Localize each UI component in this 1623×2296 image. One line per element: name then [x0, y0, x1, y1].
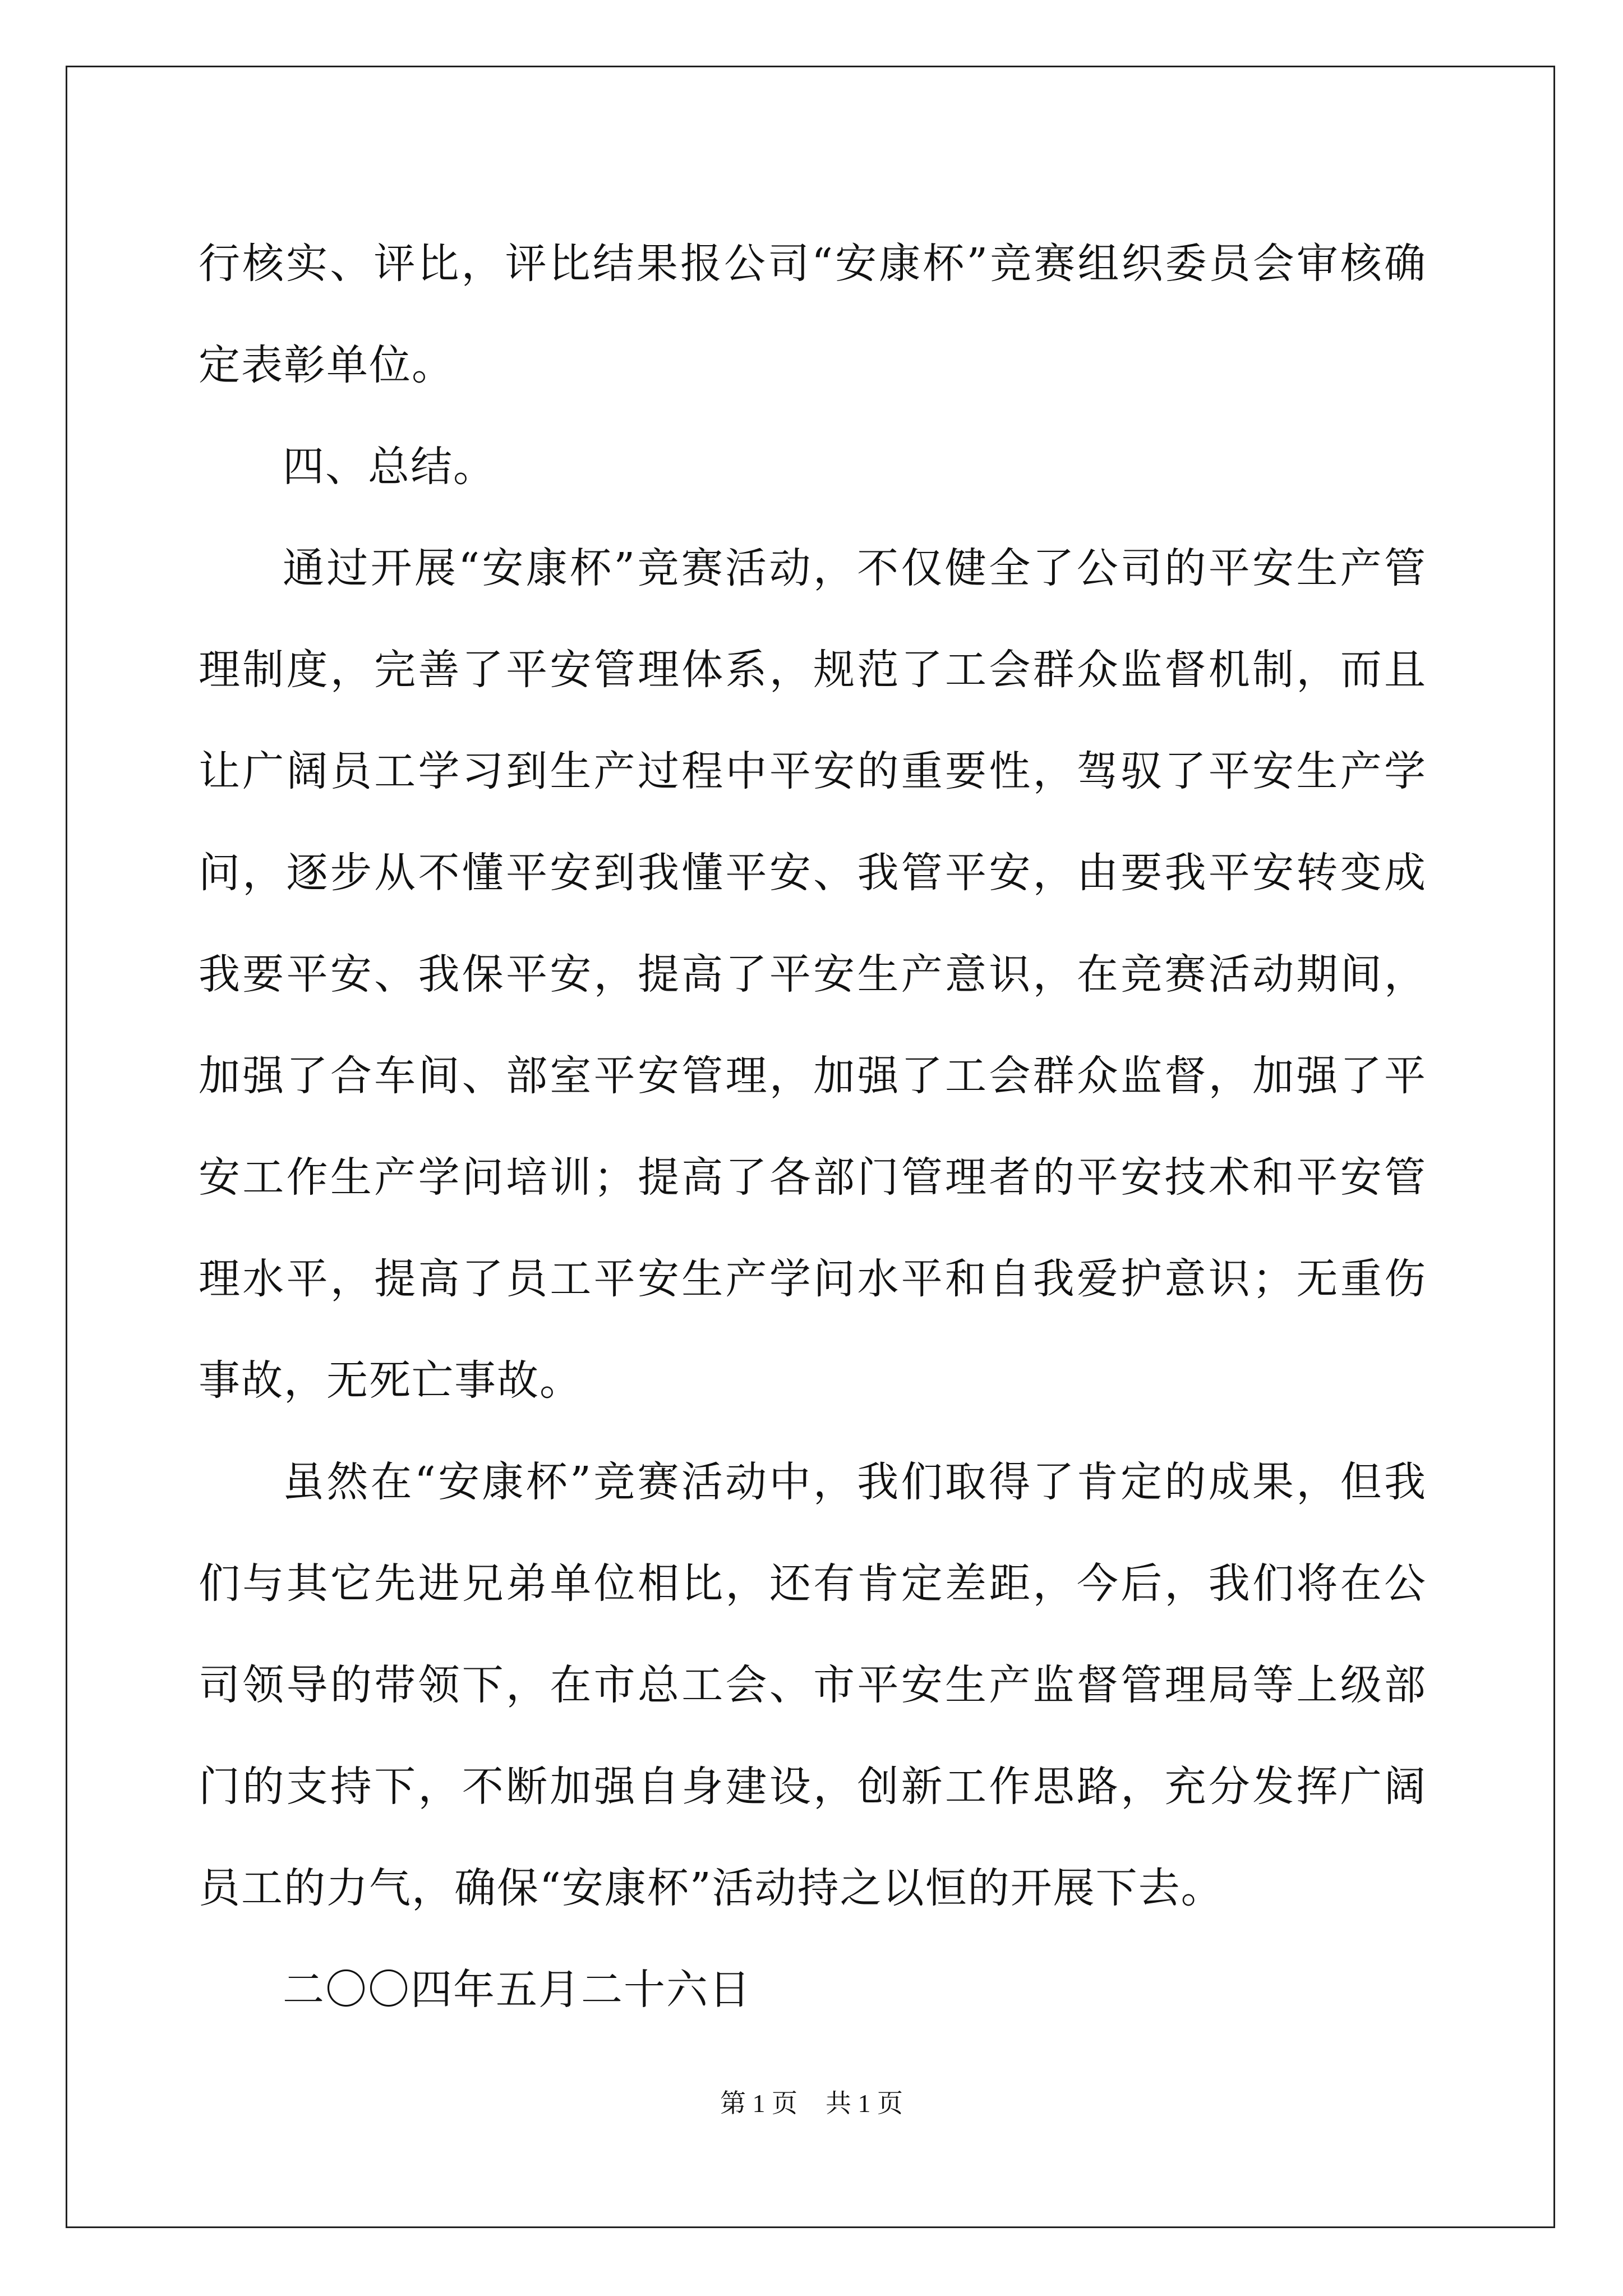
- page-number: 第 1 页: [720, 2089, 797, 2118]
- paragraph-continuation: 行核实、评比，评比结果报公司“安康杯”竞赛组织委员会审核确定表彰单位。: [199, 240, 1427, 389]
- section-heading: 四、总结。: [283, 443, 496, 491]
- document-date: 二〇〇四年五月二十六日: [283, 1966, 751, 2014]
- page-footer: [0, 2087, 1623, 2120]
- page-total: 共 1 页: [826, 2089, 903, 2118]
- paragraph-outlook: 虽然在“安康杯”竞赛活动中，我们取得了肯定的成果，但我们与其它先进兄弟单位相比，还有肯定差距，今后，我们将在公司领导的带领下，在市总工会、市平安生产监督管理局等上级部门的支持下，不断加强自身建设，创新工作思路，充分发挥广阔员工的力气，确保“安康杯”活动持之以恒的开展下去。: [199, 1458, 1427, 1912]
- document-body: [199, 213, 1427, 2041]
- paragraph-summary: 通过开展“安康杯”竞赛活动，不仅健全了公司的平安生产管理制度，完善了平安管理体系，规范了工会群众监督机制，而且让广阔员工学习到生产过程中平安的重要性，驾驭了平安生产学问，逐步从不懂平安到我懂平安、我管平安，由要我平安转变成我要平安、我保平安，提高了平安生产意识，在竞赛活动期间，加强了合车间、部室平安管理，加强了工会群众监督，加强了平安工作生产学问培训；提高了各部门管理者的平安技术和平安管理水平，提高了员工平安生产学问水平和自我爱护意识；无重伤事故，无死亡事故。: [199, 544, 1427, 1405]
